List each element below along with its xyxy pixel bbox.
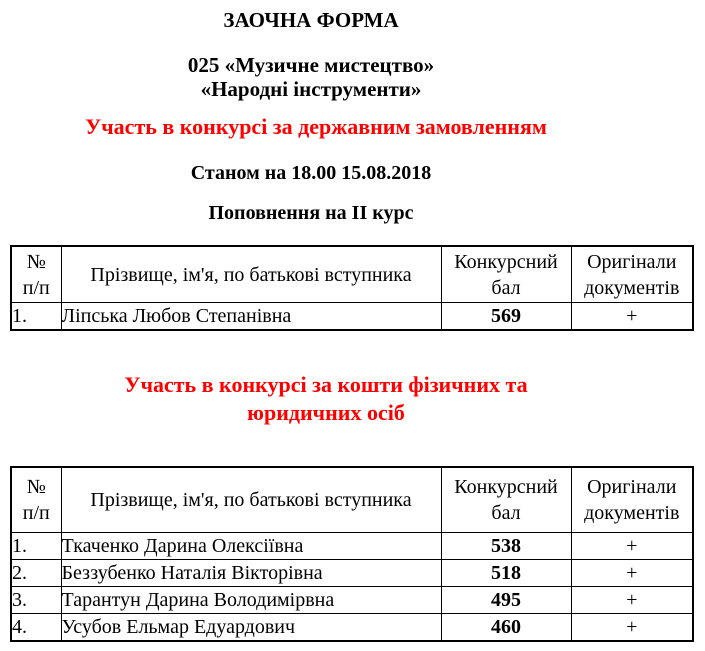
specialty-code: 025 «Музичне мистецтво» (187, 53, 435, 77)
score-header-cell: Конкурсний бал (441, 467, 571, 533)
originals-cell: + (571, 560, 693, 587)
name-header-cell: Прізвище, ім'я, по батькові вступника (61, 246, 441, 303)
replenishment-heading: Поповнення на ІІ курс (208, 202, 414, 224)
originals-header-cell: Оригінали документів (571, 246, 693, 303)
table-row (11, 560, 693, 587)
table-header-row (11, 246, 693, 303)
row-number-cell: 1. (11, 533, 61, 560)
originals-cell: + (571, 533, 693, 560)
num-header-cell (11, 467, 61, 533)
name-header-cell: Прізвище, ім'я, по батькові вступника (61, 467, 441, 533)
score-cell: 460 (441, 614, 571, 642)
table-row (11, 614, 693, 642)
private-funding-heading-line2: юридичних осіб (247, 400, 405, 425)
applicant-name-cell: Тарантун Дарина Володимірвна (61, 587, 441, 614)
table-header-row (11, 467, 693, 533)
row-number-cell: 4. (11, 614, 61, 642)
row-number-cell: 2. (11, 560, 61, 587)
num-header-line1: № (26, 476, 46, 498)
originals-header-cell: Оригінали документів (571, 467, 693, 533)
score-cell: 495 (441, 587, 571, 614)
row-number-cell: 1. (11, 303, 61, 331)
row-number-cell: 3. (11, 587, 61, 614)
applicant-name-cell: Беззубенко Наталія Вікторівна (61, 560, 441, 587)
score-header-cell: Конкурсний бал (441, 246, 571, 303)
table-row (11, 533, 693, 560)
originals-cell: + (571, 614, 693, 642)
private-funding-table (10, 466, 694, 642)
private-funding-heading (0, 371, 652, 427)
num-header-line1: № (26, 250, 46, 273)
score-cell: 538 (441, 533, 571, 560)
state-funding-heading: Участь в конкурсі за державним замовленням (85, 114, 547, 139)
score-cell: 569 (441, 303, 571, 331)
score-cell: 518 (441, 560, 571, 587)
applicant-name-cell: Ткаченко Дарина Олексіївна (61, 533, 441, 560)
specialization-line: «Народні інструменти» (200, 77, 422, 101)
program-heading (0, 53, 622, 101)
table-row (11, 587, 693, 614)
as-of-date: Станом на 18.00 15.08.2018 (190, 162, 432, 184)
table-row (11, 303, 693, 331)
num-header-line2: п/п (22, 276, 50, 299)
form-title: ЗАОЧНА ФОРМА (223, 8, 399, 32)
applicant-name-cell: Усубов Ельмар Едуардович (61, 614, 441, 642)
private-funding-heading-line1: Участь в конкурсі за кошти фізичних та (124, 372, 528, 397)
originals-cell: + (571, 303, 693, 331)
state-funding-table (10, 245, 694, 331)
originals-cell: + (571, 587, 693, 614)
num-header-cell (11, 246, 61, 303)
applicant-name-cell: Ліпська Любов Степанівна (61, 303, 441, 331)
num-header-line2: п/п (22, 502, 50, 524)
